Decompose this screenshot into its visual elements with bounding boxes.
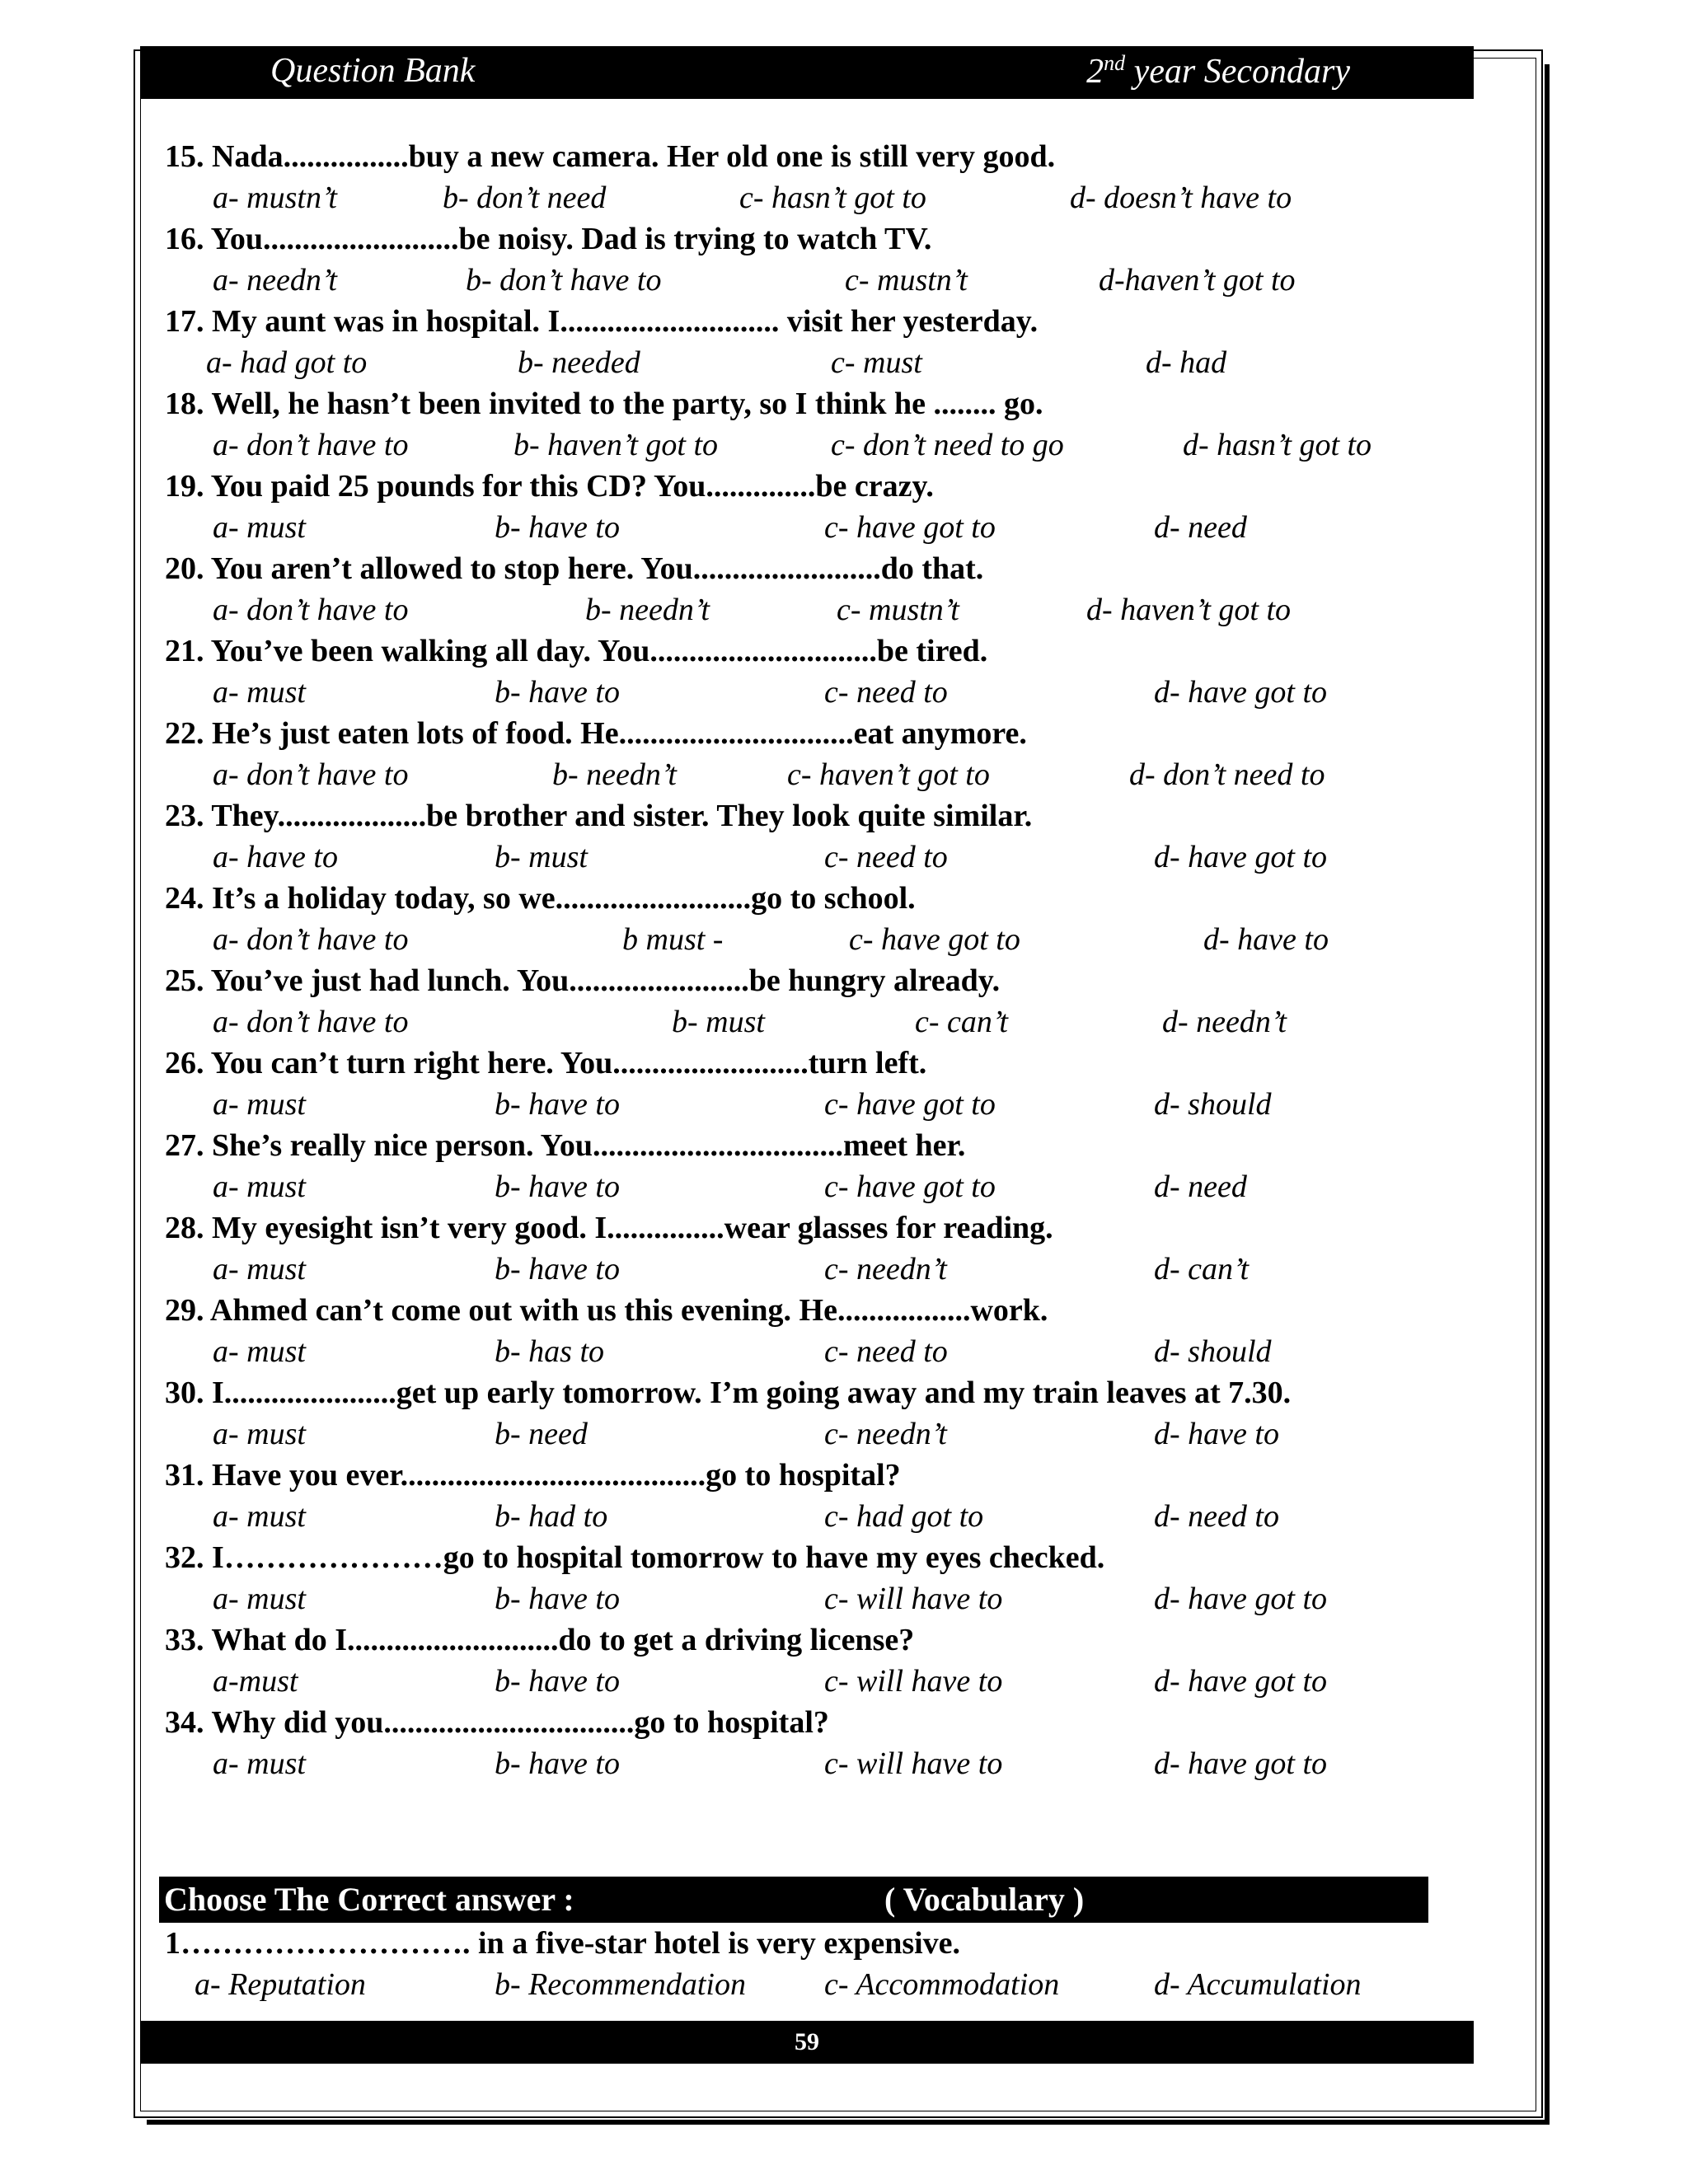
option-b: b- needn’t: [585, 593, 710, 627]
option-d: d- have got to: [1154, 675, 1328, 710]
header-grade: [1086, 51, 1350, 91]
answer-options: [165, 1743, 1451, 1784]
option-b: b- don’t need: [443, 180, 607, 215]
question-text: 16. You.........................be noisy. Dad is trying to watch TV.: [165, 222, 932, 256]
option-a: a- don’t have to: [213, 428, 409, 462]
answer-options: [165, 1964, 1451, 2005]
option-d: d- need to: [1154, 1499, 1279, 1534]
question-text: 23. They...................be brother and sister. They look quite similar.: [165, 799, 1033, 833]
answer-options: [165, 260, 1451, 301]
option-a: a- mustn’t: [213, 180, 337, 215]
option-b: b- have to: [495, 1746, 620, 1781]
option-c: c- needn’t: [824, 1417, 947, 1451]
option-d: d- have got to: [1154, 1664, 1328, 1699]
answer-options: [165, 177, 1451, 218]
option-d: d- hasn’t got to: [1183, 428, 1372, 462]
option-b: b- needed: [518, 345, 640, 380]
option-a: a-must: [213, 1664, 298, 1699]
option-b: b- have to: [495, 1582, 620, 1616]
question-text: 29. Ahmed can’t come out with us this evening. He.................work.: [165, 1293, 1048, 1328]
option-b: b- had to: [495, 1499, 608, 1534]
option-d: d- need: [1154, 1169, 1247, 1204]
question-text: 33. What do I...........................do to get a driving license?: [165, 1623, 915, 1657]
header-title: Question Bank: [270, 52, 476, 90]
option-a: a- must: [213, 1252, 306, 1286]
answer-options: [165, 1249, 1451, 1290]
option-b: b- needn’t: [552, 757, 677, 792]
question-text: 18. Well, he hasn’t been invited to the party, so I think he ........ go.: [165, 387, 1043, 421]
option-d: d- don’t need to: [1129, 757, 1325, 792]
option-d: d- Accumulation: [1154, 1967, 1362, 2002]
option-d: d- have got to: [1154, 840, 1328, 874]
option-c: c- mustn’t: [845, 263, 968, 298]
option-c: c- Accommodation: [824, 1967, 1060, 2002]
option-d: d- should: [1154, 1087, 1272, 1122]
answer-options: [165, 589, 1451, 630]
option-c: c- will have to: [824, 1664, 1003, 1699]
option-d: d- have to: [1203, 922, 1329, 957]
option-b: b- have to: [495, 1087, 620, 1122]
option-b: b- has to: [495, 1334, 604, 1369]
section-instruction: Choose The Correct answer :: [164, 1881, 574, 1918]
option-c: c- have got to: [824, 1169, 996, 1204]
option-d: d- have got to: [1154, 1746, 1328, 1781]
answer-options: [165, 1413, 1451, 1455]
question-text: 31. Have you ever.......................................go to hospital?: [165, 1458, 901, 1493]
question-text: 32. I…………………go to hospital tomorrow to have my eyes checked.: [165, 1540, 1105, 1575]
option-b: b- must: [672, 1005, 765, 1039]
answer-options: [165, 1084, 1451, 1125]
option-a: a- must: [213, 1334, 306, 1369]
question-text: 21. You’ve been walking all day. You.............................be tired.: [165, 634, 988, 668]
option-c: c- have got to: [824, 1087, 996, 1122]
option-a: a- don’t have to: [213, 593, 409, 627]
grade-suffix: nd: [1104, 51, 1126, 75]
option-c: c- needn’t: [824, 1252, 947, 1286]
option-d: d- can’t: [1154, 1252, 1250, 1286]
option-d: d- should: [1154, 1334, 1272, 1369]
answer-options: [165, 342, 1451, 383]
answer-options: [165, 672, 1451, 713]
option-a: a- had got to: [206, 345, 368, 380]
option-b: b- have to: [495, 1252, 620, 1286]
option-d: d- have got to: [1154, 1582, 1328, 1616]
option-d: d- need: [1154, 510, 1247, 545]
option-b: b- have to: [495, 510, 620, 545]
question-text: 27. She’s really nice person. You................................meet her.: [165, 1128, 966, 1163]
question-text: 24. It’s a holiday today, so we.........................go to school.: [165, 881, 916, 916]
option-a: a- have to: [213, 840, 338, 874]
question-text: 25. You’ve just had lunch. You.......................be hungry already.: [165, 963, 1001, 998]
question-text: 1………………………. in a five-star hotel is very expensive.: [165, 1926, 961, 1961]
answer-options: [165, 1661, 1451, 1702]
option-c: c- mustn’t: [837, 593, 959, 627]
option-a: a- must: [213, 675, 306, 710]
option-c: c- need to: [824, 1334, 948, 1369]
option-d: d- haven’t got to: [1086, 593, 1292, 627]
section-topic: ( Vocabulary ): [884, 1881, 1085, 1918]
answer-options: [165, 507, 1451, 548]
option-a: a- must: [213, 1582, 306, 1616]
option-b: b- have to: [495, 1664, 620, 1699]
section-heading: [159, 1877, 1428, 1923]
option-c: c- need to: [824, 675, 948, 710]
question-list: [165, 136, 1451, 1784]
option-b: b- need: [495, 1417, 588, 1451]
option-b: b- haven’t got to: [513, 428, 719, 462]
question-text: 22. He’s just eaten lots of food. He..............................eat anymore.: [165, 716, 1027, 751]
question-text: 20. You aren’t allowed to stop here. You........................do that.: [165, 551, 984, 586]
grade-text: year Secondary: [1125, 53, 1350, 91]
option-a: a- must: [213, 510, 306, 545]
answer-options: [165, 1331, 1451, 1372]
answer-options: [165, 1166, 1451, 1207]
answer-options: [165, 424, 1451, 466]
option-b: b- have to: [495, 1169, 620, 1204]
answer-options: [165, 1496, 1451, 1537]
option-d: d-haven’t got to: [1099, 263, 1296, 298]
option-c: c- have got to: [849, 922, 1020, 957]
option-c: c- don’t need to go: [831, 428, 1064, 462]
option-c: c- must: [831, 345, 922, 380]
grade-number: 2: [1086, 53, 1104, 91]
option-b: b- must: [495, 840, 588, 874]
question-text: 34. Why did you................................go to hospital?: [165, 1705, 829, 1740]
option-c: c- can’t: [915, 1005, 1008, 1039]
option-a: a- must: [213, 1169, 306, 1204]
option-d: d- doesn’t have to: [1070, 180, 1292, 215]
option-a: a- must: [213, 1087, 306, 1122]
option-a: a- Reputation: [195, 1967, 366, 2002]
option-c: c- will have to: [824, 1582, 1003, 1616]
answer-options: [165, 1578, 1451, 1619]
question-text: 17. My aunt was in hospital. I............................ visit her yesterday.: [165, 304, 1039, 339]
option-a: a- must: [213, 1417, 306, 1451]
question-text: 15. Nada................buy a new camera. Her old one is still very good.: [165, 139, 1056, 174]
header-bar: [140, 46, 1474, 99]
option-a: a- don’t have to: [213, 757, 409, 792]
footer-bar: [140, 2021, 1474, 2064]
option-a: a- don’t have to: [213, 1005, 409, 1039]
option-b: b must -: [622, 922, 724, 957]
answer-options: [165, 754, 1451, 795]
option-d: d- needn’t: [1162, 1005, 1287, 1039]
vocab-question-list: [165, 1923, 1451, 2005]
option-c: c- need to: [824, 840, 948, 874]
answer-options: [165, 919, 1451, 960]
option-a: a- must: [213, 1746, 306, 1781]
option-c: c- will have to: [824, 1746, 1003, 1781]
answer-options: [165, 1001, 1451, 1043]
option-c: c- hasn’t got to: [739, 180, 926, 215]
option-c: c- haven’t got to: [787, 757, 990, 792]
page-number: 59: [795, 2028, 819, 2055]
option-a: a- don’t have to: [213, 922, 409, 957]
option-b: b- have to: [495, 675, 620, 710]
question-text: 28. My eyesight isn’t very good. I...............wear glasses for reading.: [165, 1211, 1053, 1245]
question-text: 26. You can’t turn right here. You.........................turn left.: [165, 1046, 927, 1080]
option-d: d- had: [1146, 345, 1227, 380]
option-b: b- Recommendation: [495, 1967, 746, 2002]
option-c: c- have got to: [824, 510, 996, 545]
option-d: d- have to: [1154, 1417, 1279, 1451]
option-b: b- don’t have to: [466, 263, 662, 298]
question-text: 19. You paid 25 pounds for this CD? You..............be crazy.: [165, 469, 934, 504]
option-a: a- needn’t: [213, 263, 337, 298]
option-a: a- must: [213, 1499, 306, 1534]
question-text: 30. I......................get up early tomorrow. I’m going away and my train leaves at 7.30.: [165, 1376, 1292, 1410]
answer-options: [165, 837, 1451, 878]
option-c: c- had got to: [824, 1499, 984, 1534]
